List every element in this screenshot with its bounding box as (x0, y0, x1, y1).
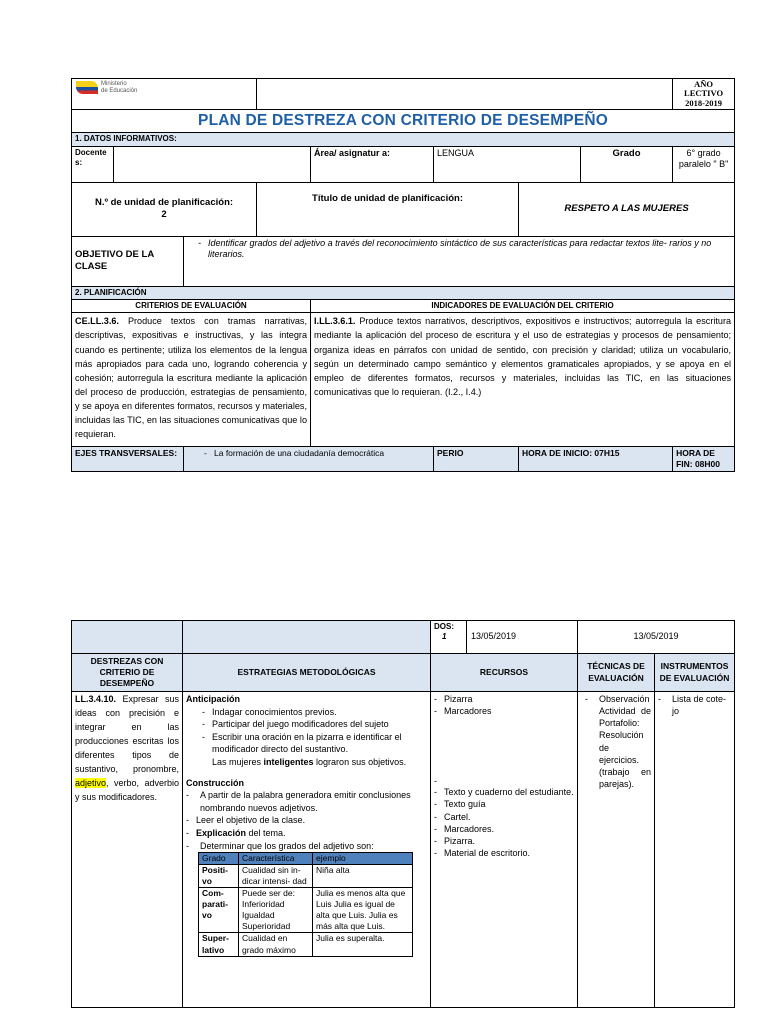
hora-fin: HORA DE FIN: 08H00 (673, 447, 735, 472)
grados-cell: Com- parati- vo (199, 888, 239, 933)
grados-cell: Cualidad sin in- dicar intensi- dad (239, 865, 313, 888)
blank-top-left (72, 621, 183, 654)
recurso-item: - Pizarra. (434, 835, 574, 847)
grado-label: Grado (581, 146, 673, 182)
objetivo-value: - Identificar grados del adjetivo a través del reconocimiento sintáctico de sus características para redactar textos lite- rarios y no literarios. (184, 236, 735, 286)
recursos-cell (431, 692, 578, 1008)
logo-text: Ministerio de Educación (101, 81, 138, 94)
grados-head: Grado (199, 853, 239, 865)
grados-head: ejemplo (313, 853, 413, 865)
unidad-cell: N.º de unidad de planificación: 2 (72, 182, 257, 236)
dos-cell: DOS: 1 (431, 621, 467, 654)
con-item: - Leer el objetivo de la clase. (186, 814, 427, 827)
ant-item: - Participar del juego modificadores del sujeto (202, 718, 427, 731)
con-item: - A partir de la palabra generadora emitir conclusiones nombrando nuevos adjetivos. (186, 789, 427, 814)
ejes-label: EJES TRANSVERSALES: (72, 447, 184, 472)
docente-value (114, 146, 311, 182)
blank-top-mid (183, 621, 431, 654)
ant-sentence: Las mujeres inteligentes lograron sus objetivos. (212, 756, 407, 767)
hora-inicio: HORA DE INICIO: 07H15 (519, 447, 673, 472)
date-1: 13/05/2019 (467, 621, 578, 654)
plan-table-bottom (71, 620, 735, 1008)
perio-label: PERIO (434, 447, 519, 472)
grados-cell: Super- lativo (199, 933, 239, 956)
ejes-value: - La formación de una ciudadanía democrática (184, 447, 434, 472)
logo-cell (72, 79, 257, 110)
section-datos: 1. DATOS INFORMATIVOS: (72, 133, 735, 146)
ministerio-logo (76, 81, 252, 94)
tecnicas-cell: - Observación Actividad de Portafolio: Resolución de ejercicios. (trabajo en parejas). (578, 692, 655, 1008)
anticipacion-heading: Anticipación (186, 694, 241, 704)
recurso-item: - Marcadores. (434, 823, 574, 835)
ecuador-flag-icon (76, 81, 98, 94)
objetivo-label: OBJETIVO DE LA CLASE (72, 236, 184, 286)
grados-cell: Julia es superalta. (313, 933, 413, 956)
indicador-text: I.LL.3.6.1. Produce textos narrativos, descriptivos, expositivos e instructivos; autorregula la escritura mediante la aplicación del proceso de escritura y el uso de estrategias y procesos de pensamiento; organiza ideas en párrafos con unidad de sentido, con precisión y claridad; utiliza un vocabulario, según un determinado campo semántico y elementos gramaticales apropiados, y se apoya en el empleo de diferentes formatos, recursos y materiales, incluidas las TIC, en las situaciones comunicativas que lo requieran. (I.2., I.4.) (311, 313, 735, 447)
col-instrumentos: INSTRUMENTOS DE EVALUACIÓN (655, 654, 735, 692)
recurso-item: - Texto y cuaderno del estudiante. (434, 786, 574, 798)
highlight-adjetivo: adjetivo (75, 777, 107, 788)
area-value: LENGUA (434, 146, 581, 182)
page-title: PLAN DE DESTREZA CON CRITERIO DE DESEMPEÑO (72, 110, 735, 133)
plan-table-top (71, 78, 735, 472)
indicadores-header: INDICADORES DE EVALUACIÓN DEL CRITERIO (311, 299, 735, 312)
recurso-item: - Material de escritorio. (434, 847, 574, 859)
titulo-label: Título de unidad de planificación: (257, 182, 519, 236)
grados-head: Característica (239, 853, 313, 865)
criterios-header: CRITERIOS DE EVALUACIÓN (72, 299, 311, 312)
docente-label: Docente s: (72, 146, 114, 182)
col-tecnicas: TÉCNICAS DE EVALUACIÓN (578, 654, 655, 692)
grados-cell: Niña alta (313, 865, 413, 888)
col-estrategias: ESTRATEGIAS METODOLÓGICAS (183, 654, 431, 692)
grados-cell: Julia es menos alta que Luis Julia es igual de alta que Luis. Julia es más alta que Luis. (313, 888, 413, 933)
grado-value: 6° grado paralelo " B" (673, 146, 735, 182)
recurso-item: - Cartel. (434, 811, 574, 823)
ant-item: - Indagar conocimientos previos. (202, 706, 427, 719)
con-item: - Explicación del tema. (186, 827, 427, 840)
instrumentos-cell: - Lista de cote- jo (655, 692, 735, 1008)
recurso-item (434, 775, 574, 786)
recurso-item: - Marcadores (434, 705, 574, 717)
col-recursos: RECURSOS (431, 654, 578, 692)
header-blank (257, 79, 673, 110)
grados-cell: Cualidad en grado máximo (239, 933, 313, 956)
titulo-value: RESPETO A LAS MUJERES (519, 182, 735, 236)
date-2: 13/05/2019 (578, 621, 735, 654)
recurso-item: - Texto guía (434, 798, 574, 810)
grados-table (198, 852, 413, 956)
recurso-item: - Pizarra (434, 693, 574, 705)
con-item: - Determinar que los grados del adjetivo son: (186, 840, 427, 853)
area-label: Área/ asignatur a: (311, 146, 434, 182)
grados-cell: Positi- vo (199, 865, 239, 888)
col-destrezas: DESTREZAS CON CRITERIO DE DESEMPEÑO (72, 654, 183, 692)
destreza-text: LL.3.4.10. Expresar sus ideas con precisión e integrar en las producciones escritas los diferentes tipos de sustantivo, pronombre, adjetivo, verbo, adverbio y sus modificadores. (72, 692, 183, 1008)
ant-item: - Escribir una oración en la pizarra e identificar el modificador directo del sustantivo. (202, 731, 427, 756)
construccion-heading: Construcción (186, 777, 245, 788)
estrategias-cell (183, 692, 431, 1008)
grados-cell: Puede ser de: Inferioridad Igualdad Superioridad (239, 888, 313, 933)
section-planificacion: 2. PLANIFICACIÓN (72, 286, 735, 299)
ano-lectivo: AÑO LECTIVO 2018-2019 (673, 79, 735, 110)
criterio-text: CE.LL.3.6. Produce textos con tramas narrativas, descriptivas, expositivas e instructivas, y las integra cuando es pertinente; utiliza los elementos de la lengua más apropiados para cada uno, logrando coherencia y cohesión; autorregula la escritura mediante la aplicación del proceso de producción, estrategias de pensamiento, y se apoya en diferentes formatos, recursos y materiales, incluidas las TIC, en las situaciones comunicativas que lo requieran. (72, 313, 311, 447)
